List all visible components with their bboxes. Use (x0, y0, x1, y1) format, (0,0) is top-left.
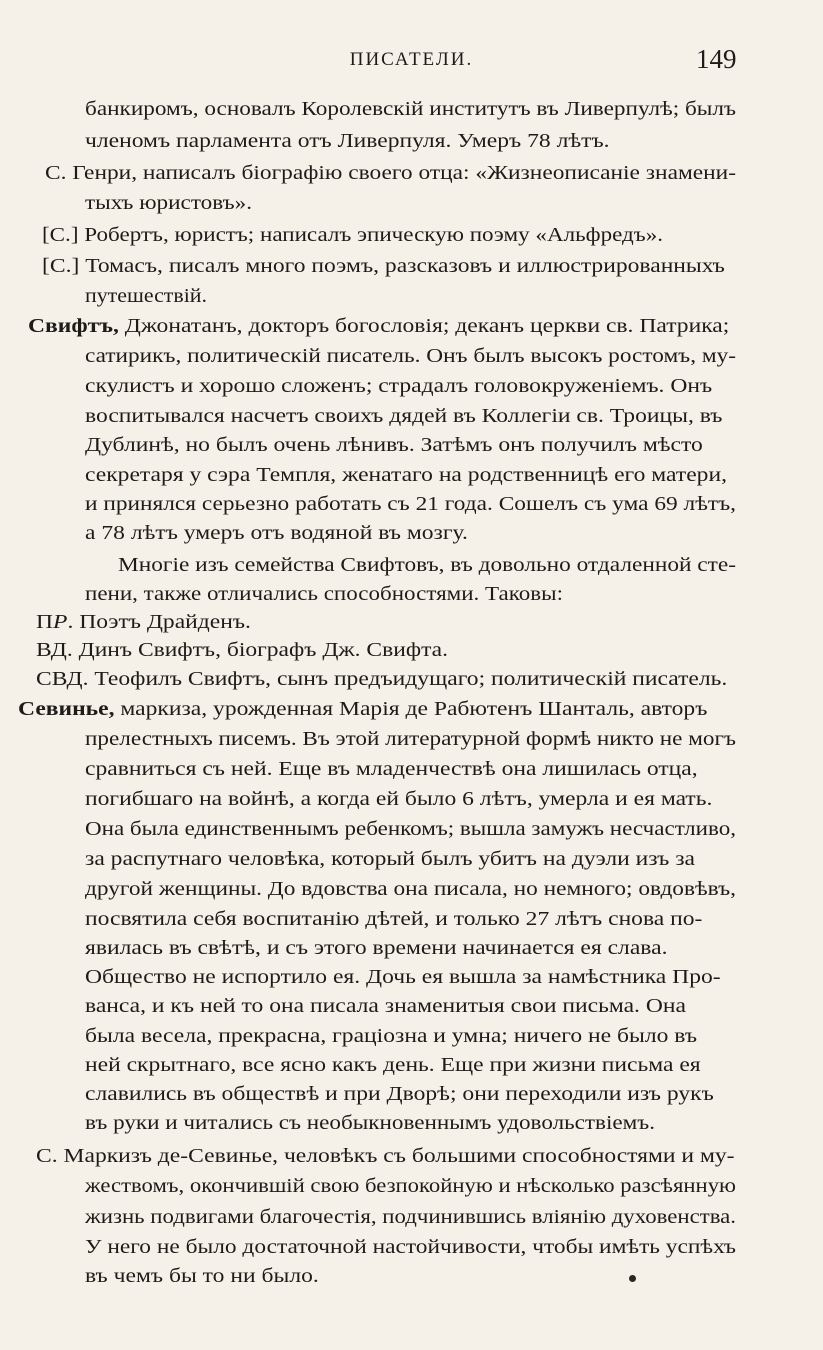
text-span: другой женщины. До вдовства она писала, но немного; овдовѣвъ, (85, 878, 736, 900)
text-line (85, 935, 667, 961)
text-line (85, 906, 702, 932)
text-line (85, 756, 698, 782)
text-line (36, 637, 448, 663)
text-line (85, 403, 722, 429)
text-line (85, 1023, 697, 1049)
text-span: Она была единственнымъ ребенкомъ; вышла замужъ несчастливо, (85, 818, 736, 840)
ink-speck-mark (629, 1275, 636, 1282)
text-line (85, 343, 736, 369)
text-span: [С.] Томасъ, писалъ много поэмъ, разсказовъ и иллюстрированныхъ (42, 255, 725, 277)
text-span: ней скрытнаго, все ясно какъ день. Еще при жизни письма ея (85, 1054, 701, 1076)
text-line (85, 1081, 714, 1107)
text-span: С. Маркизъ де-Севинье, человѣкъ съ большими способностями и му- (36, 1145, 735, 1167)
text-span: банкиромъ, основалъ Королевскій институтъ въ Ливерпулѣ; былъ (85, 98, 736, 120)
text-line (85, 1234, 736, 1260)
text-line (85, 1110, 655, 1136)
text-span: въ руки и читались съ необыкновеннымъ удовольствіемъ. (85, 1112, 655, 1134)
text-line (42, 222, 663, 248)
text-span: жизнь подвигами благочестія, подчинившись вліянію духовенства. (85, 1206, 736, 1228)
text-span: сравниться съ ней. Еще въ младенчествѣ она лишилась отца, (85, 758, 698, 780)
text-line (36, 666, 727, 692)
text-line (85, 1052, 701, 1078)
text-span: Джонатанъ, докторъ богословія; деканъ церкви св. Патрика; (118, 315, 730, 337)
text-span: за распутнаго человѣка, который былъ убитъ на дуэли изъ за (85, 848, 696, 870)
text-span: С. Генри, написалъ біографію своего отца: «Жизнеописаніе знамени- (45, 162, 737, 184)
text-span: скулистъ и хорошо сложенъ; страдалъ головокруженіемъ. Онъ (85, 375, 713, 397)
text-line (36, 609, 251, 635)
text-span: ванса, и къ ней то она писала знаменитыя свои письма. Она (85, 995, 686, 1017)
text-line (42, 253, 725, 279)
text-span: [С.] Робертъ, юристъ; написалъ эпическую поэму «Альфредъ». (42, 224, 663, 246)
text-span: въ чемъ бы то ни было. (85, 1265, 319, 1287)
text-span: а 78 лѣтъ умеръ отъ водяной въ мозгу. (85, 522, 468, 544)
text-span: явилась въ свѣтѣ, и съ этого времени начинается ея слава. (85, 937, 668, 959)
text-line (45, 160, 736, 186)
text-span: . Поэтъ Драйденъ. (67, 611, 251, 633)
text-span: посвятила себя воспитанію дѣтей, и только 27 лѣтъ снова по- (85, 908, 703, 930)
text-line (85, 462, 727, 488)
text-span: жествомъ, окончившій свою безпокойную и нѣсколько разсѣянную (85, 1175, 736, 1197)
text-span: членомъ парламента отъ Ливерпуля. Умеръ 78 лѣтъ. (85, 130, 610, 152)
text-span: была весела, прекрасна, граціозна и умна; ничего не было въ (85, 1025, 698, 1047)
text-line (85, 128, 610, 154)
text-line (28, 313, 729, 339)
entry-headword: Свифтъ, (28, 315, 119, 337)
text-line (85, 1173, 736, 1199)
text-line (85, 581, 563, 607)
text-span: тыхъ юристовъ». (85, 192, 252, 214)
page-number: 149 (696, 44, 737, 74)
running-header: ПИСАТЕЛИ. (349, 49, 474, 70)
text-span: пени, также отличались способностями. Таковы: (85, 583, 563, 605)
text-line (85, 816, 736, 842)
text-line (85, 432, 703, 458)
text-line (85, 846, 695, 872)
text-line (85, 786, 712, 812)
text-span: У него не было достаточной настойчивости, чтобы имѣть успѣхъ (85, 1236, 736, 1258)
text-span: прелестныхъ писемъ. Въ этой литературной формѣ никто не могъ (85, 728, 736, 750)
text-span: и принялся серьезно работать съ 21 года. Сошелъ съ ума 69 лѣтъ, (85, 493, 736, 515)
text-line (118, 552, 736, 578)
text-span: Общество не испортило ея. Дочь ея вышла за намѣстника Про- (85, 966, 721, 988)
text-line (85, 993, 686, 1019)
text-line (85, 491, 736, 517)
text-span: секретаря у сэра Темпля, женатаго на родственницѣ его матери, (85, 464, 727, 486)
text-span: сатирикъ, политическій писатель. Онъ былъ высокъ ростомъ, му- (85, 345, 736, 367)
text-span: Дублинѣ, но былъ очень лѣнивъ. Затѣмъ онъ получилъ мѣсто (85, 434, 703, 456)
text-line (85, 96, 736, 122)
text-span: Многіе изъ семейства Свифтовъ, въ довольно отдаленной сте- (118, 554, 736, 576)
text-line (85, 1204, 736, 1230)
text-line (18, 696, 707, 722)
text-span: Р (53, 611, 68, 633)
text-span: ВД. Динъ Свифтъ, біографъ Дж. Свифта. (36, 639, 448, 661)
text-line (85, 726, 736, 752)
text-line (85, 373, 712, 399)
text-line (85, 876, 736, 902)
text-span: погибшаго на войнѣ, а когда ей было 6 лѣтъ, умерла и ея мать. (85, 788, 713, 810)
text-span: СВД. Теофилъ Свифтъ, сынъ предъидущаго; политическій писатель. (36, 668, 728, 690)
text-line (85, 964, 721, 990)
text-line (36, 1143, 735, 1169)
text-span: П (36, 611, 54, 633)
text-span: путешествій. (85, 285, 207, 307)
text-line (85, 190, 252, 216)
text-span: воспитывался насчетъ своихъ дядей въ Коллегіи св. Троицы, въ (85, 405, 723, 427)
text-line (85, 1263, 319, 1289)
text-span: маркиза, урожденная Марія де Рабютенъ Шанталь, авторъ (114, 698, 708, 720)
text-line (85, 283, 207, 309)
entry-headword: Севинье, (18, 698, 115, 720)
text-span: славились въ обществѣ и при Дворѣ; они переходили изъ рукъ (85, 1083, 714, 1105)
text-line (85, 520, 468, 546)
